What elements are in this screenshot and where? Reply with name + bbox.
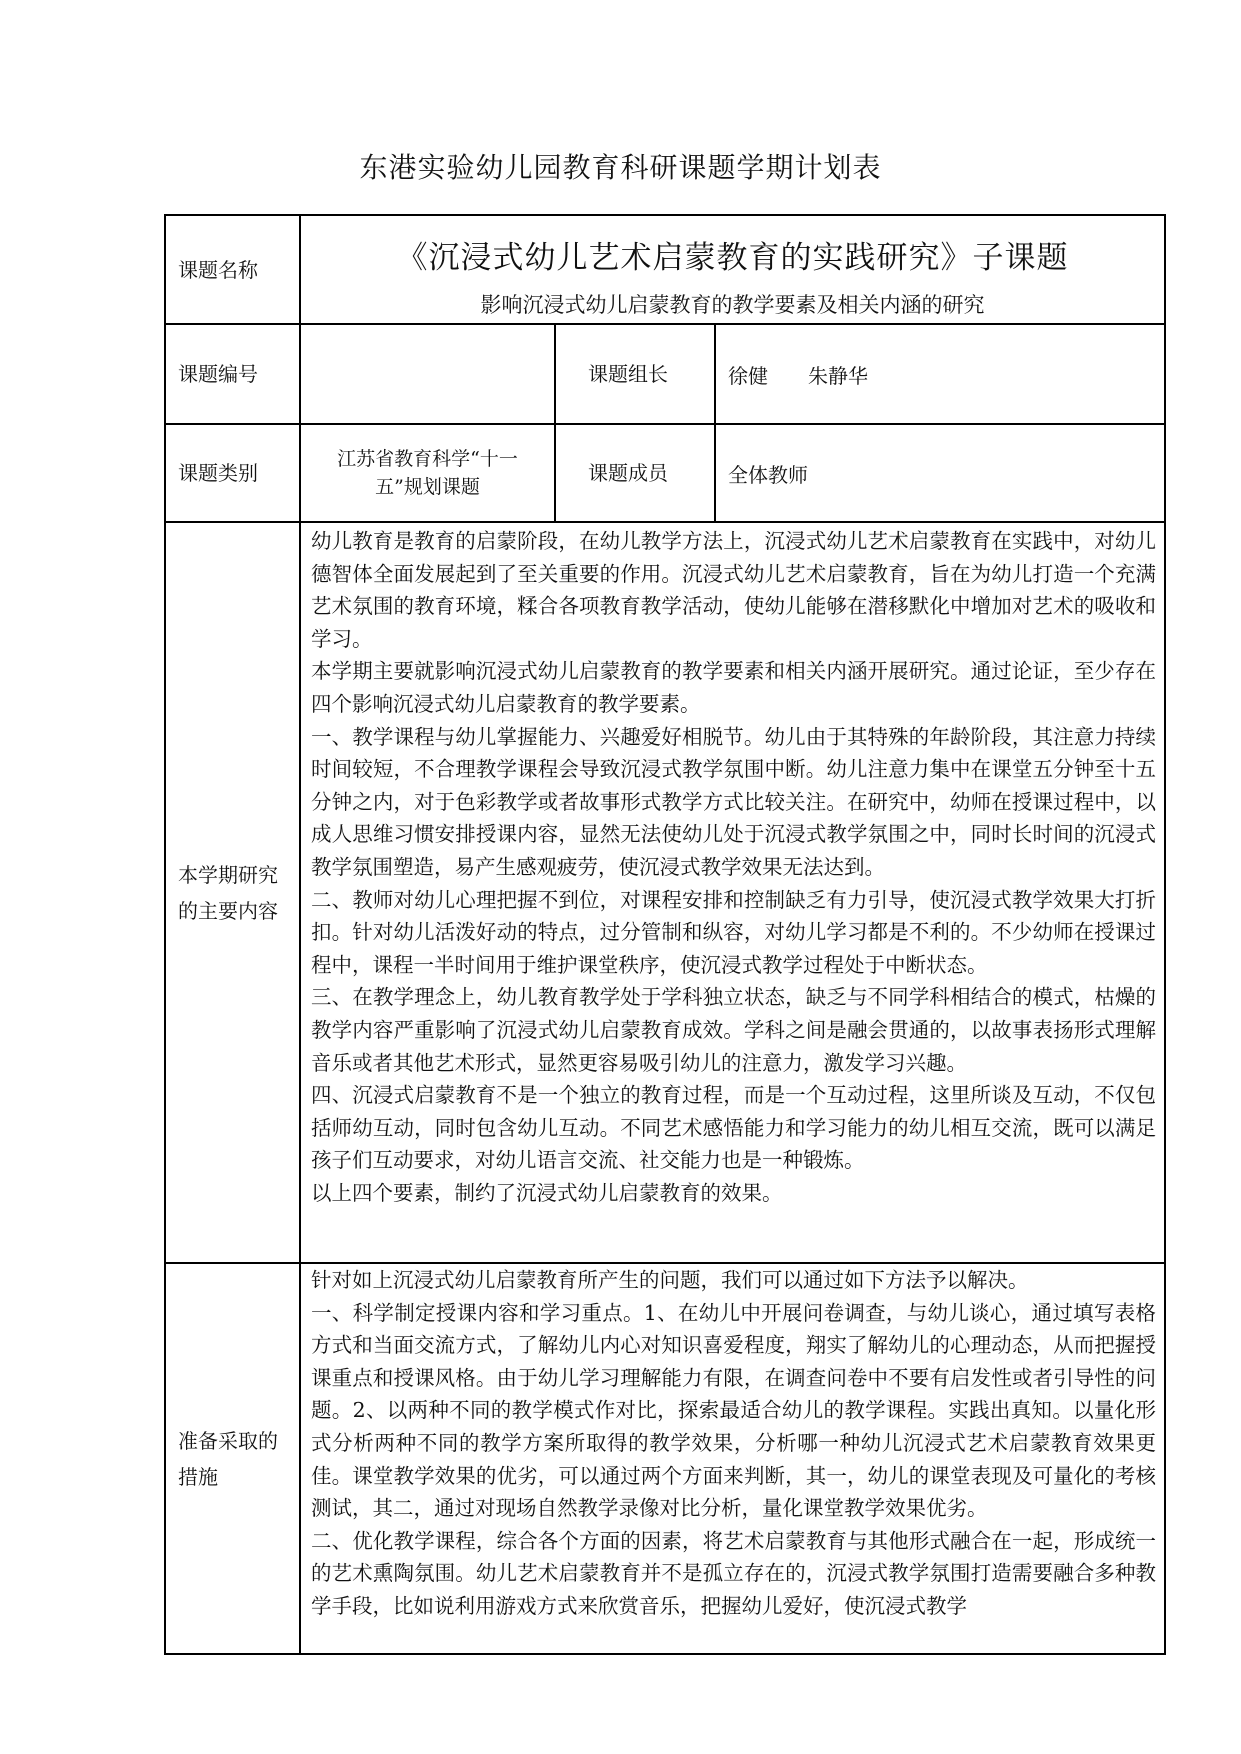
document-title: 东港实验幼儿园教育科研课题学期计划表 (359, 151, 882, 184)
project-category-line2: 五”规划课题 (375, 476, 480, 498)
main-content-text (300, 522, 1165, 1263)
main-content-paragraph: 本学期主要就影响沉浸式幼儿启蒙教育的教学要素和相关内涵开展研究。通过论证，至少存在四个影响沉浸式幼儿启蒙教育的教学要素。 (311, 659, 1157, 716)
project-name-sub: 影响沉浸式幼儿启蒙教育的教学要素及相关内涵的研究 (480, 293, 985, 317)
measures-paragraph: 一、科学制定授课内容和学习重点。1、在幼儿中开展问卷调查，与幼儿谈心，通过填写表格方式和当面交流方式，了解幼儿内心对知识喜爱程度，翔实了解幼儿的心理动态，从而把握授课重点和授课风格。由于幼儿学习理解能力有限，在调查问卷中不要有启发性或者引导性的问题。2、以两种不同的教学模式作对比，探索最适合幼儿的教学课程。实践出真知。以量化形式分析两种不同的教学方案所取得的教学效果，分析哪一种幼儿沉浸式艺术启蒙教育效果更佳。课堂教学效果的优劣，可以通过两个方面来判断，其一，幼儿的课堂表现及可量化的考核测试，其二，通过对现场自然教学录像对比分析，量化课堂教学效果优劣。 (311, 1300, 1157, 1521)
row-project-number (165, 324, 1165, 424)
row-project-category (165, 424, 1165, 522)
measures-text (300, 1263, 1165, 1654)
main-content-paragraph: 幼儿教育是教育的启蒙阶段，在幼儿教学方法上，沉浸式幼儿艺术启蒙教育在实践中，对幼儿德智体全面发展起到了至关重要的作用。沉浸式幼儿艺术启蒙教育，旨在为幼儿打造一个充满艺术氛围的教育环境，糅合各项教育教学活动，使幼儿能够在潜移默化中增加对艺术的吸收和学习。 (311, 529, 1157, 651)
label-measures (165, 1263, 300, 1654)
project-name-cell (300, 215, 1165, 324)
project-members-value: 全体教师 (715, 424, 1165, 522)
label-project-members: 课题成员 (555, 424, 715, 522)
label-main-content-line2: 的主要内容 (178, 898, 278, 923)
label-project-name: 课题名称 (165, 215, 300, 324)
project-number-value (300, 324, 555, 424)
project-name-main: 《沉浸式幼儿艺术启蒙教育的实践研究》子课题 (396, 240, 1069, 276)
plan-table (164, 214, 1166, 1655)
main-content-paragraph: 四、沉浸式启蒙教育不是一个独立的教育过程，而是一个互动过程，这里所谈及互动，不仅包括师幼互动，同时包含幼儿互动。不同艺术感悟能力和学习能力的幼儿相互交流，既可以满足孩子们互动要求，对幼儿语言交流、社交能力也是一种锻炼。 (311, 1083, 1157, 1173)
label-measures-line2: 措施 (178, 1464, 218, 1489)
row-project-name (165, 215, 1165, 324)
measures-paragraph: 二、优化教学课程，综合各个方面的因素，将艺术启蒙教育与其他形式融合在一起，形成统一的艺术熏陶氛围。幼儿艺术启蒙教育并不是孤立存在的，沉浸式教学氛围打造需要融合多种教学手段，比如说利用游戏方式来欣赏音乐，把握幼儿爱好，使沉浸式教学 (311, 1528, 1157, 1618)
main-content-paragraph: 一、教学课程与幼儿掌握能力、兴趣爱好相脱节。幼儿由于其特殊的年龄阶段，其注意力持续时间较短，不合理教学课程会导致沉浸式教学氛围中断。幼儿注意力集中在课堂五分钟至十五分钟之内，对于色彩教学或者故事形式教学方式比较关注。在研究中，幼师在授课过程中，以成人思维习惯安排授课内容，显然无法使幼儿处于沉浸式教学氛围之中，同时长时间的沉浸式教学氛围塑造，易产生感观疲劳，使沉浸式教学效果无法达到。 (311, 724, 1157, 879)
project-category-value (300, 424, 555, 522)
row-measures (165, 1263, 1165, 1654)
measures-paragraph: 针对如上沉浸式幼儿启蒙教育所产生的问题，我们可以通过如下方法予以解决。 (311, 1268, 1029, 1292)
row-main-content (165, 522, 1165, 1263)
label-project-leader: 课题组长 (555, 324, 715, 424)
project-category-line1: 江苏省教育科学“十一 (337, 448, 518, 470)
label-project-category: 课题类别 (165, 424, 300, 522)
label-project-number: 课题编号 (165, 324, 300, 424)
label-measures-line1: 准备采取的 (178, 1428, 278, 1453)
main-content-paragraph: 二、教师对幼儿心理把握不到位，对课程安排和控制缺乏有力引导，使沉浸式教学效果大打折扣。针对幼儿活泼好动的特点，过分管制和纵容，对幼儿学习都是不利的。不少幼师在授课过程中，课程一半时间用于维护课堂秩序，使沉浸式教学过程处于中断状态。 (311, 887, 1157, 977)
label-main-content (165, 522, 300, 1263)
project-leader-value: 徐健 朱静华 (715, 324, 1165, 424)
label-main-content-line1: 本学期研究 (178, 862, 278, 887)
main-content-paragraph: 以上四个要素，制约了沉浸式幼儿启蒙教育的效果。 (311, 1180, 783, 1205)
main-content-paragraph: 三、在教学理念上，幼儿教育教学处于学科独立状态，缺乏与不同学科相结合的模式，枯燥的教学内容严重影响了沉浸式幼儿启蒙教育成效。学科之间是融会贯通的，以故事表扬形式理解音乐或者其他艺术形式，显然更容易吸引幼儿的注意力，激发学习兴趣。 (311, 985, 1157, 1075)
